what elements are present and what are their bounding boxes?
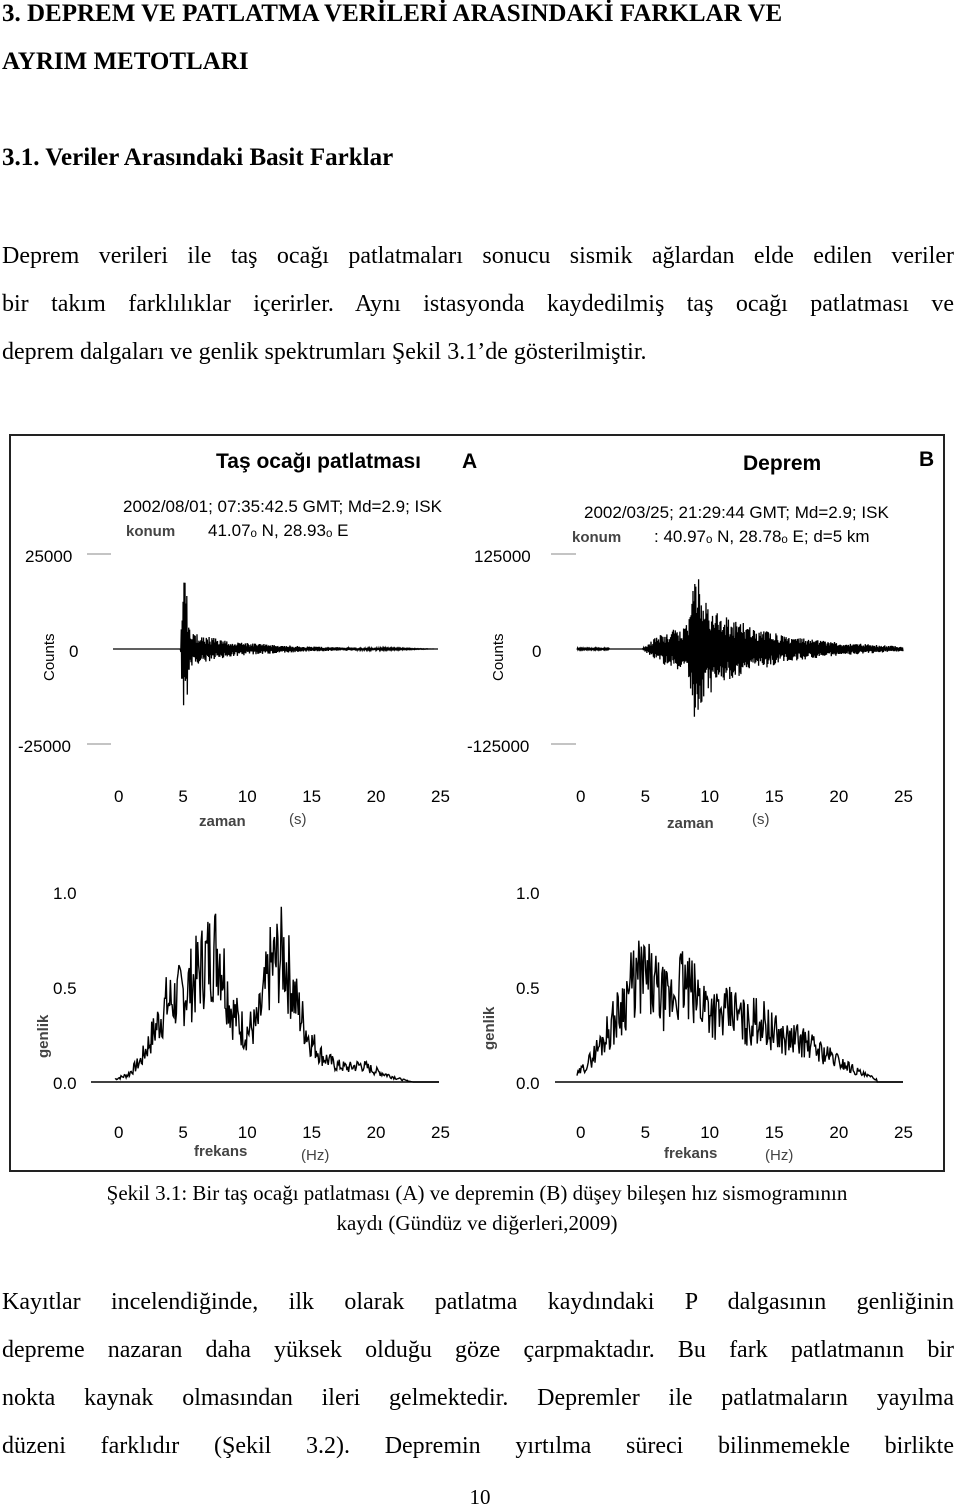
spectrum-a-chart	[35, 884, 450, 1164]
paragraph-2	[2, 1278, 954, 1470]
sa-xtick: 10	[237, 1123, 257, 1142]
section-heading-cont: AYRIM METOTLARI	[2, 48, 249, 75]
waveform-b-trace	[577, 579, 903, 716]
wb-xunit: (s)	[752, 811, 770, 828]
sb-xtick: 15	[764, 1123, 784, 1142]
figure-caption	[9, 1178, 945, 1238]
wb-ytick: 125000	[474, 547, 531, 566]
wb-xtick: 25	[894, 787, 913, 806]
wb-ylabel: Counts	[490, 633, 507, 681]
wb-xtick: 10	[700, 787, 720, 806]
panel-a-letter: A	[462, 450, 478, 473]
sa-ytick: 0.5	[53, 979, 77, 998]
paragraph-line: nokta kaynak olmasından ileri gelmektedir. Depremler ile patlatmaların yayılma	[2, 1385, 954, 1411]
wa-ylabel: Counts	[41, 633, 58, 681]
sa-xunit: (Hz)	[301, 1147, 330, 1164]
panel-a-info: 2002/08/01; 07:35:42.5 GMT; Md=2.9; ISK	[123, 497, 442, 516]
wa-xtick: 20	[366, 787, 386, 806]
sb-xlabel: frekans	[664, 1145, 718, 1162]
wb-ytick: -125000	[467, 737, 530, 756]
waveform-a-chart	[18, 547, 450, 830]
wa-xunit: (s)	[289, 811, 307, 828]
caption-line: kaydı (Gündüz ve diğerleri,2009)	[336, 1211, 618, 1235]
panel-a-konum-value: 41.07ₒ N, 28.93ₒ E	[208, 521, 349, 540]
sa-xtick: 20	[366, 1123, 386, 1142]
sa-ytick: 0.0	[53, 1074, 77, 1093]
sb-xtick: 0	[576, 1123, 586, 1142]
paragraph-line: Kayıtlar incelendiğinde, ilk olarak patlatma kaydındaki P dalgasının genliğinin	[2, 1289, 954, 1315]
waveform-a-trace	[113, 583, 438, 706]
wa-xtick: 10	[237, 787, 257, 806]
waveform-b-chart	[467, 547, 913, 832]
wa-xtick: 25	[431, 787, 450, 806]
sb-xtick: 25	[894, 1123, 913, 1142]
wb-xtick: 15	[764, 787, 784, 806]
sb-xunit: (Hz)	[765, 1147, 794, 1164]
wb-xtick: 5	[640, 787, 651, 806]
subsection-heading: 3.1. Veriler Arasındaki Basit Farklar	[2, 144, 394, 171]
spectrum-b-chart	[481, 884, 913, 1164]
panel-b-info: 2002/03/25; 21:29:44 GMT; Md=2.9; ISK	[584, 503, 889, 522]
caption-line: Şekil 3.1: Bir taş ocağı patlatması (A) ve depremin (B) düşey bileşen hız sismogramının	[106, 1181, 848, 1205]
panel-a-konum-label: konum	[126, 523, 176, 540]
sa-xtick: 25	[431, 1123, 450, 1142]
wb-xtick: 20	[829, 787, 849, 806]
sa-xtick: 0	[114, 1123, 124, 1142]
wa-ytick: -25000	[18, 737, 71, 756]
paragraph-line: Deprem verileri ile taş ocağı patlatmaları sonucu sismik ağlardan elde edilen veriler	[2, 243, 954, 269]
figure-svg	[11, 436, 943, 1170]
paragraph-line: depreme nazaran daha yüksek olduğu göze çarpmaktadır. Bu fark patlatmanın bir	[2, 1337, 954, 1363]
sa-xtick: 15	[302, 1123, 322, 1142]
paragraph-line: bir takım farklılıklar içerirler. Aynı istasyonda kaydedilmiş taş ocağı patlatması ve	[2, 291, 954, 317]
wa-xtick: 15	[302, 787, 322, 806]
sb-xtick: 20	[829, 1123, 849, 1142]
sb-xtick: 5	[640, 1123, 651, 1142]
wb-xtick: 0	[576, 787, 586, 806]
sb-ytick: 0.5	[516, 979, 540, 998]
sa-xlabel: frekans	[194, 1143, 248, 1160]
wb-xlabel: zaman	[667, 815, 714, 832]
page-number: 10	[469, 1485, 491, 1509]
sb-ylabel: genlik	[481, 1006, 498, 1050]
wb-ytick: 0	[532, 642, 542, 661]
sa-ylabel: genlik	[35, 1014, 52, 1058]
panel-b-konum-value: : 40.97ₒ N, 28.78ₒ E; d=5 km	[654, 527, 870, 546]
wa-xtick: 0	[114, 787, 124, 806]
section-heading: 3. DEPREM VE PATLATMA VERİLERİ ARASINDAKİ FARKLAR VE	[2, 0, 783, 27]
wa-ytick: 0	[69, 642, 79, 661]
panel-b-letter: B	[919, 448, 935, 471]
spectrum-a-trace	[115, 907, 439, 1082]
sa-ytick: 1.0	[53, 884, 77, 903]
spectrum-b-trace	[577, 941, 903, 1082]
figure-3-1	[9, 434, 945, 1172]
paragraph-line: deprem dalgaları ve genlik spektrumları Şekil 3.1’de gösterilmiştir.	[2, 339, 647, 365]
paragraph-line: düzeni farklıdır (Şekil 3.2). Depremin yırtılma süreci bilinmemekle birlikte	[2, 1433, 954, 1459]
panel-a-title: Taş ocağı patlatması	[216, 450, 422, 473]
sa-xtick: 5	[178, 1123, 188, 1142]
paragraph-1	[2, 232, 954, 376]
sb-ytick: 0.0	[516, 1074, 540, 1093]
wa-ytick: 25000	[25, 547, 73, 566]
panel-b-konum-label: konum	[572, 529, 622, 546]
panel-b-title: Deprem	[743, 452, 822, 475]
wa-xtick: 5	[178, 787, 188, 806]
wa-xlabel: zaman	[199, 813, 246, 830]
sb-ytick: 1.0	[516, 884, 540, 903]
sb-xtick: 10	[700, 1123, 720, 1142]
